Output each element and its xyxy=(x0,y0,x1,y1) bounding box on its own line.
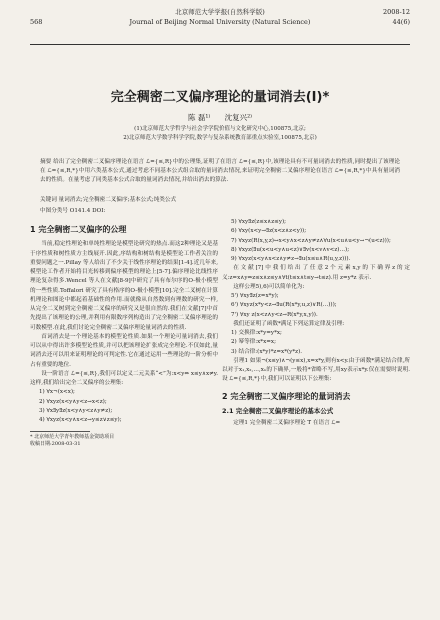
affiliations xyxy=(40,125,400,143)
theorem-1: 定理1 完全稠密二叉偏序理论 T 在语言 ℒ= xyxy=(233,420,341,426)
law: 2) 幂等律:x*x=x; xyxy=(230,339,276,346)
section-1-heading: 1 完全稠密二叉偏序的公理 xyxy=(30,225,127,234)
axiom: 4) ∀xyz(x<y∧x<z→y≤z∨z≤y); xyxy=(38,417,122,423)
axiom: 1) ∀x¬(x<x); xyxy=(38,389,75,396)
law: 3) 结合律:(x*y)*z=x*(y*z). xyxy=(230,348,303,355)
right-column xyxy=(222,218,410,428)
paragraph: 这样公理5),6)可以简单化为: xyxy=(233,283,305,290)
axiom: 2) ∀xyz(x<y∧y<z→x<z); xyxy=(38,398,107,405)
axiom: 5) ∀xy∃z(z≤x∧z≤y); xyxy=(230,219,287,225)
axiom: 7') ∀xy z(x<z∧y<z→R(x*y,x,y)). xyxy=(230,311,318,318)
subsection-2-1-heading: 2.1 完全稠密二叉偏序理论的基本公式 xyxy=(222,406,334,415)
author-2: 沈复兴²⁾ xyxy=(224,113,252,122)
lemma-1: 引理1 如果¬(x≤y)∧¬(y≤x),x=x*y,则有x<y.由于函数*满足结合律,所以对于x₁,x₂,…,xₙ的下确界,一般将*省略不写,用xy表示x*y.仅在需要时说明.设 ℒ={≤,R,*}中,我们可以证明以下公理集: xyxy=(222,357,410,383)
paragraph: 当前,稳定性理论和单纯性理论是模型论研究的热点.而这2种理论又是基于序性质和树性质方主线展开.因此,序结构和树结构是模型论工作者关注的重要问题之一.Pillay 等人给出了不少关于线性序理论的结果[1-4].近几年来,模型论工作者开始将目光转移到偏序模型的理论上[5-7].偏序理论比线性序理论复杂得多.Wencel 等人在文献[8-9]中研究了具有布尔序的O-极小模型的一些性质.Toffalori 研究了具有格序的O-极小模型[10].完全二叉树在计算机理论和图论中都起着基础性的作用.而就像从自然数到有理数的研究一样,从完全二叉树到完全稠密二叉偏序的研究又是很自然的.我们在文献[7]中首先提出了该理论的公理,并利用有限数序列构造出了完全稠密二叉偏序理论的可数模型.在此,我们讨论完全稠密二叉偏序理论量词消去的性质. xyxy=(30,241,218,331)
volume-issue: 44(6) xyxy=(392,18,410,26)
paragraph: 在文献[7]中我们给出了任意2个元素x,y的下确界z的定义:z=x∧y⇔z≤x∧z≤y∧∀t(t≤x∧t≤y→t≤z).用 z=y*z 表示. xyxy=(222,265,410,281)
footnote-funding: * 北京师范大学青年教师基金资助项目 xyxy=(30,434,115,441)
axiom: 9) ∀xyz(x<y∧x<z∧y≠z→∃u(x≤u∧R(u,y,z))). xyxy=(230,256,351,262)
keywords: 关键词 量词消去;完全稠密二叉偏序;基本公式;纯类公式 xyxy=(40,197,177,203)
issue-date: 2008-12 xyxy=(382,8,410,16)
journal-name-cn: 北京师范大学学报(自然科学版) xyxy=(175,8,265,16)
axiom: 6) ∀xy(x<y→∃z(x<z∧z<y)); xyxy=(230,228,307,235)
paragraph: 设一阶语言 ℒ={≤,R},我们可以定义二元关系“<”为:x<y⇔ x≤y∧x≠y.这样,我们给出完全二叉偏序的公理集: xyxy=(30,370,218,386)
axiom: 3) ∀x∃y∃z(x<y∧y<z∧y≠z); xyxy=(38,407,113,414)
affiliation-1: (1)北京师范大学哲学与社会学学院价值与文化研究中心,100875,北京; xyxy=(134,126,306,132)
axiom: 6') ∀xyz(x*y<z→∃u(R(x*y,u,z)∨R(…))); xyxy=(230,302,337,309)
section-2-heading: 2 完全稠密二叉偏序理论的量词消去 xyxy=(222,391,351,401)
axiom: 7) ∀xyz(R(x,y,z)↔x<y∧x<z∧y≠z∧∀u(x<u∧u<y→¬(u<z))); xyxy=(230,237,391,244)
running-header xyxy=(30,4,410,45)
page-number: 568 xyxy=(30,18,43,26)
journal-name-en: Journal of Beijing Normal University (Natural Science) xyxy=(129,18,311,26)
abstract: 摘要 给出了完全稠密二叉偏序理论在语言 ℒ={≤,R}中的公理集,证明了在语言 ℒ={≤,R}中,该理论具有不可量词消去的性质,同时提出了该理论在 ℒ={≤,R,*}中用六类基本公式,通过考虑不同基本公式组合取的量词消去情况,来证明完全稠密二叉偏序理论在语言 ℒ={≤,R,*}中具有量词消去的性质。在量考虑了同类基本公式合取的量词消去情况,并给出消去的算法. xyxy=(40,159,400,183)
paragraph: 我们还证明了函数*满足下列运算定律及引理: xyxy=(233,320,345,327)
left-column xyxy=(30,218,218,448)
classification: 中图分类号 O141.4 DOI: xyxy=(40,208,106,214)
footnote-received: 收稿日期:2008-03-31 xyxy=(30,441,81,448)
law: 1) 交换律:x*y=y*x; xyxy=(230,330,282,336)
author-1: 陈 磊¹⁾ xyxy=(188,113,211,122)
paragraph: 首词消去是一个理论基本的模型论性质.如果一个理论可量词消去,我们可以从中得出许多模型论性质,并可以把该理论扩张成完全理论.不仅如此,量词消去还可以用来证明理论的可判定性.它在通过运用一些理论的一阶分析中占有重要的地位. xyxy=(30,333,218,368)
axiom: 5') ∀xy∃z(z=x*y); xyxy=(230,293,279,299)
authors xyxy=(0,112,440,123)
affiliation-2: 2)北京师范大学数学科学学院,数学与复杂系统教育部重点实验室,100875,北京) xyxy=(123,135,317,141)
paper-title: 完全稠密二叉偏序理论的量词消去(Ⅰ)* xyxy=(110,90,330,105)
axiom: 8) ∀xyz(∃u(x<u<y∧u<z)∨∃v(x<v∧v<z)…); xyxy=(230,246,350,253)
